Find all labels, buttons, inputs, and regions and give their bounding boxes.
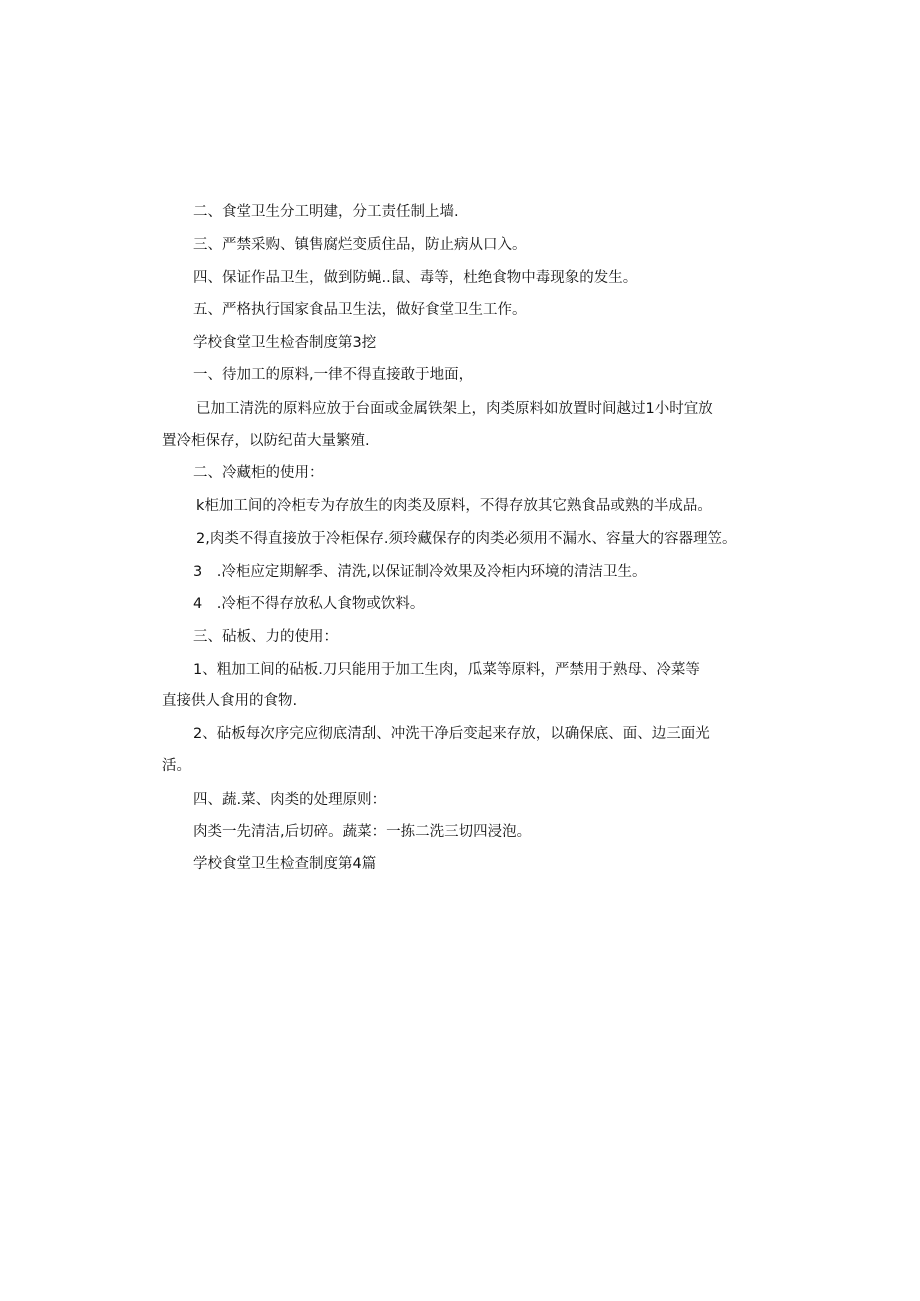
text-line: 2、砧板每次序完应彻底清刮、冲洗干净后变起来存放，以确保底、面、边三面光	[193, 726, 710, 742]
text-line: 四、保证作品卫生，做到防蝇..鼠、毒等，杜绝食物中毒现象的发生。	[193, 270, 638, 286]
text-line: 3 .冷柜应定期解季、清洗,以保证制冷效果及冷柜内环境的清洁卫生。	[193, 564, 647, 580]
text-line: 三、严禁采购、镇售腐烂变质住品，防止病从口入。	[193, 237, 527, 253]
text-line: 2,肉类不得直接放于冷柜保存.须玲藏保存的肉类必须用不漏水、容量大的容器理笠。	[196, 531, 737, 547]
section-heading: 学校食堂卫生检查制度第4篇	[193, 856, 377, 872]
text-line: 1、粗加工间的砧板.刀只能用于加工生肉，瓜菜等原料，严禁用于熟母、冷菜等	[193, 662, 700, 678]
text-line: 二、冷藏柜的使用：	[193, 465, 324, 481]
text-line: 二、食堂卫生分工明建，分工责任制上墙.	[193, 204, 459, 220]
text-line: 已加工清洗的原料应放于台面或金属铁架上，肉类原料如放置时间越过1小时宜放	[196, 401, 713, 417]
text-line: 一、待加工的原料,一律不得直接敢于地面，	[193, 367, 474, 383]
text-line: k柜加工间的冷柜专为存放生的肉类及原料，不得存放其它熟食品或熟的半成品。	[196, 498, 712, 514]
text-line: 肉类一先清洁,后切碎。蔬菜：一拣二洗三切四浸泡。	[193, 824, 532, 840]
section-heading: 学校食堂卫生检杳制度第3挖	[193, 335, 377, 351]
text-line: 四、蔬.菜、肉类的处理原则：	[193, 792, 387, 808]
text-line: 五、严格执行国家食品卫生法，做好食堂卫生工作。	[193, 302, 527, 318]
text-line: 直接供人食用的食物.	[162, 693, 298, 709]
text-line: 置冷柜保存，以防纪苗大量繁殖.	[162, 433, 370, 449]
text-line: 4 .冷柜不得存放私人食物或饮料。	[193, 596, 425, 612]
text-line: 三、砧板、力的使用：	[193, 629, 338, 645]
text-line: 活。	[162, 758, 191, 774]
